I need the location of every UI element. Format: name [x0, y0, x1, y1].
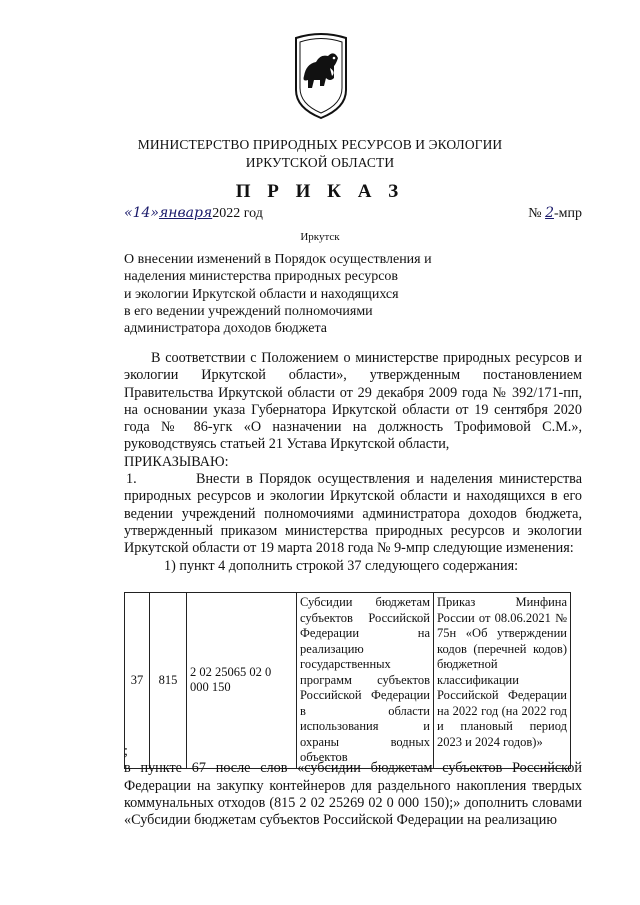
date-year: 2022 год: [212, 206, 263, 221]
semicolon: ;: [124, 743, 128, 759]
cell-basis: Приказ Минфина России от 08.06.2021 № 75н «Об утверждении кодов (перечней кодов) бюджетной классификации Российской Федерации на 2022 год (на 2022 год и плановый период 2023 и 2024 годов)»: [434, 593, 571, 769]
date-day: 14: [132, 205, 151, 221]
cell-description: Субсидии бюджетам субъектов Российской Федерации на реализацию государственных программ субъектов Российской Федерации в области использования и охраны водных объектов: [297, 593, 434, 769]
subitem-1: 1) пункт 4 дополнить строкой 37 следующего содержания:: [164, 557, 519, 574]
order-word: ПРИКАЗЫВАЮ:: [124, 453, 229, 470]
ministry-line-1: МИНИСТЕРСТВО ПРИРОДНЫХ РЕСУРСОВ И ЭКОЛОГИИ: [137, 137, 503, 152]
cell-budget-code: 2 02 25065 02 0 000 150: [187, 593, 297, 769]
subject-line-3: и экологии Иркутской области и находящихся: [124, 286, 399, 302]
number-prefix: №: [528, 206, 542, 221]
order-date: [124, 205, 263, 222]
preamble-paragraph: В соответствии с Положением о министерстве природных ресурсов и экологии Иркутской области», утвержденным постановлением Правительства Иркутской области от 29 декабря 2009 года № 392/171-пп, на основании указа Губернатора Иркутской области от 19 сентября 2020 года № 86-угк «О назначении на должность Трофимовой С.М.», руководствуясь статьей 21 Устава Иркутской области,: [124, 350, 582, 453]
date-close-quote: »: [150, 205, 159, 221]
order-body: [124, 350, 582, 575]
subject-line-4: в его ведении учреждений полномочиями: [124, 303, 373, 319]
document-type-title: П Р И К А З: [235, 181, 405, 202]
ministry-line-2: ИРКУТСКОЙ ОБЛАСТИ: [245, 155, 395, 170]
number-suffix: -мпр: [553, 206, 582, 221]
item-1-number: 1.: [126, 471, 137, 488]
order-subject: [124, 251, 454, 337]
cell-admin-code: 815: [150, 593, 187, 769]
date-open-quote: «: [124, 205, 133, 221]
date-month: января: [158, 205, 213, 221]
subject-line-2: наделения министерства природных ресурсов: [124, 269, 399, 285]
subject-line-5: администратора доходов бюджета: [124, 321, 327, 337]
irkutsk-coat-of-arms-icon: [290, 28, 352, 120]
after-table-text: [124, 743, 582, 829]
city-label: Иркутск: [300, 231, 340, 243]
table-row: [125, 593, 571, 769]
ministry-name: [0, 136, 640, 172]
order-number: [528, 205, 582, 222]
subject-line-1: О внесении изменений в Порядок осуществления и: [124, 252, 432, 267]
cell-row-number: 37: [125, 593, 150, 769]
item-1-text: Внести в Порядок осуществления и наделения министерства природных ресурсов и экологии Иркутской области и находящихся в его ведении учреждений полномочиями администратора доходов бюджета, утвержденный приказом министерства природных ресурсов и экологии Иркутской области от 19 марта 2018 года № 9-мпр следующие изменения:: [124, 471, 582, 557]
item-67-paragraph: в пункте 67 после слов «субсидии бюджетам субъектов Российской Федерации на закупку контейнеров для раздельного накопления твердых коммунальных отходов (815 2 02 25269 02 0 000 150);» дополнить словами «Субсидии бюджетам субъектов Российской Федерации на реализацию: [124, 760, 582, 829]
number-value: 2: [545, 205, 554, 221]
